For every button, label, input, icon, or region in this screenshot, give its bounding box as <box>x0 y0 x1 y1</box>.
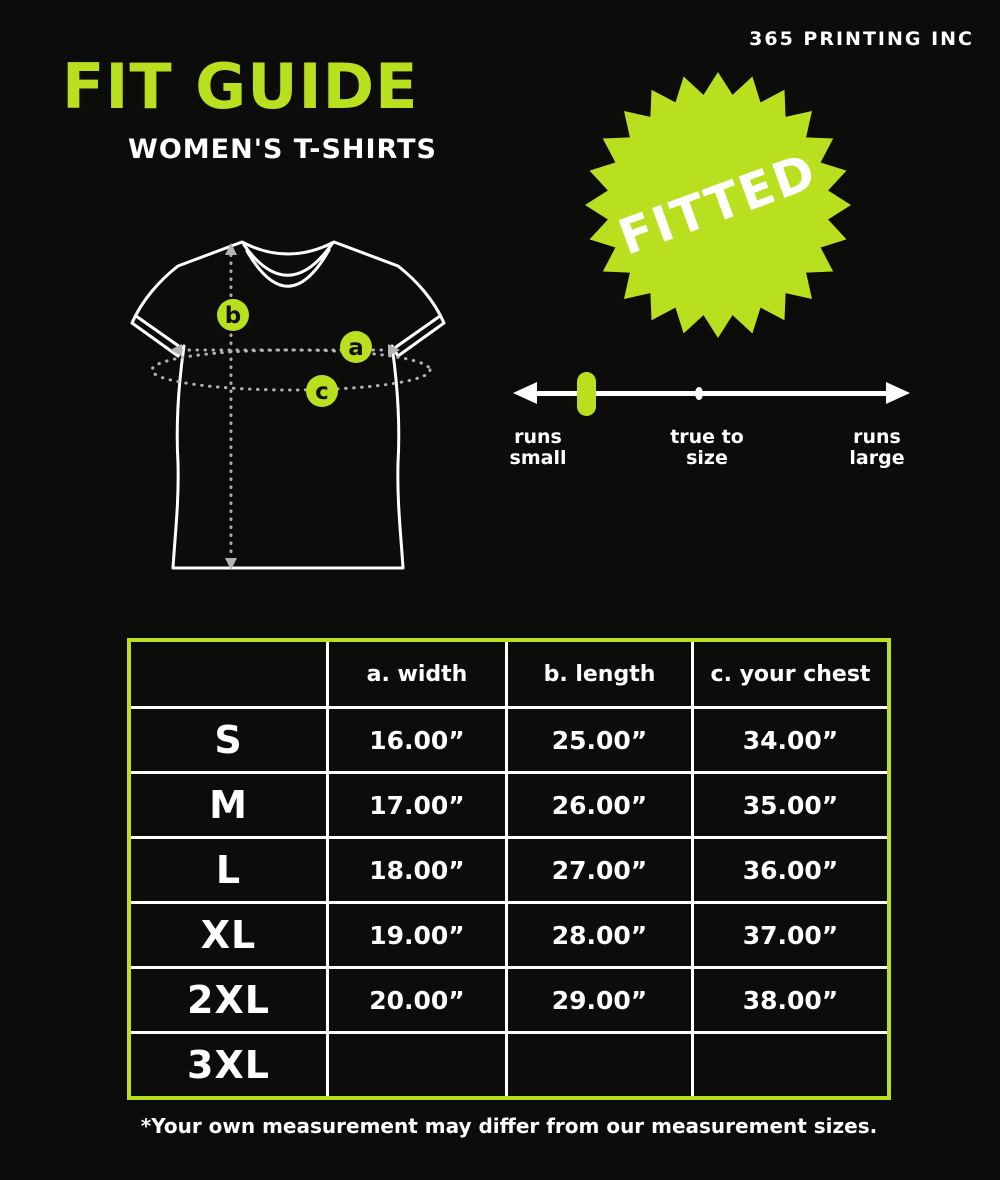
page-subtitle: WOMEN'S T-SHIRTS <box>128 134 437 165</box>
table-cell-width-2xl: 20.00” <box>329 969 505 1031</box>
fitted-badge-graphic <box>573 60 863 350</box>
table-size-m: M <box>131 774 326 836</box>
table-size-2xl: 2XL <box>131 969 326 1031</box>
table-header-length: b. length <box>508 642 691 706</box>
table-cell-length-m: 26.00” <box>508 774 691 836</box>
table-cell-width-xl: 19.00” <box>329 904 505 966</box>
table-cell-chest-3xl <box>694 1034 887 1096</box>
table-cell-length-l: 27.00” <box>508 839 691 901</box>
fitted-badge <box>573 60 863 350</box>
table-cell-length-2xl: 29.00” <box>508 969 691 1031</box>
table-cell-width-l: 18.00” <box>329 839 505 901</box>
scale-label-runs-large: runs large <box>849 426 905 469</box>
table-header-width: a. width <box>329 642 505 706</box>
marker-b-label: b <box>224 303 242 329</box>
table-cell-chest-xl: 37.00” <box>694 904 887 966</box>
table-cell-chest-l: 36.00” <box>694 839 887 901</box>
table-cell-width-m: 17.00” <box>329 774 505 836</box>
table-header-blank <box>131 642 326 706</box>
tshirt-diagram <box>120 228 460 596</box>
table-cell-length-s: 25.00” <box>508 709 691 771</box>
size-table <box>127 638 891 1100</box>
measurement-disclaimer: *Your own measurement may differ from our measurement sizes. <box>140 1114 878 1138</box>
table-cell-width-3xl <box>329 1034 505 1096</box>
chest-measure-ellipse <box>152 350 430 390</box>
table-cell-length-xl: 28.00” <box>508 904 691 966</box>
scale-label-runs-small: runs small <box>509 426 567 469</box>
brand-name: 365 PRINTING INC <box>749 28 974 50</box>
tshirt-outline-graphic <box>120 228 460 596</box>
fit-indicator-pill <box>577 372 596 416</box>
table-cell-width-s: 16.00” <box>329 709 505 771</box>
page-title: FIT GUIDE <box>62 50 419 123</box>
table-cell-length-3xl <box>508 1034 691 1096</box>
marker-c-label: c <box>315 379 329 405</box>
table-size-l: L <box>131 839 326 901</box>
table-size-3xl: 3XL <box>131 1034 326 1096</box>
table-cell-chest-2xl: 38.00” <box>694 969 887 1031</box>
tshirt-body-outline <box>132 242 444 568</box>
table-header-chest: c. your chest <box>694 642 887 706</box>
scale-label-true-to-size: true to size <box>670 426 744 469</box>
table-size-xl: XL <box>131 904 326 966</box>
fitted-badge-label: FITTED <box>611 142 825 267</box>
table-cell-chest-s: 34.00” <box>694 709 887 771</box>
true-to-size-dot-icon <box>695 387 703 400</box>
table-size-s: S <box>131 709 326 771</box>
scale-arrow-right-icon <box>886 382 910 404</box>
marker-a-label: a <box>348 335 364 361</box>
table-cell-chest-m: 35.00” <box>694 774 887 836</box>
